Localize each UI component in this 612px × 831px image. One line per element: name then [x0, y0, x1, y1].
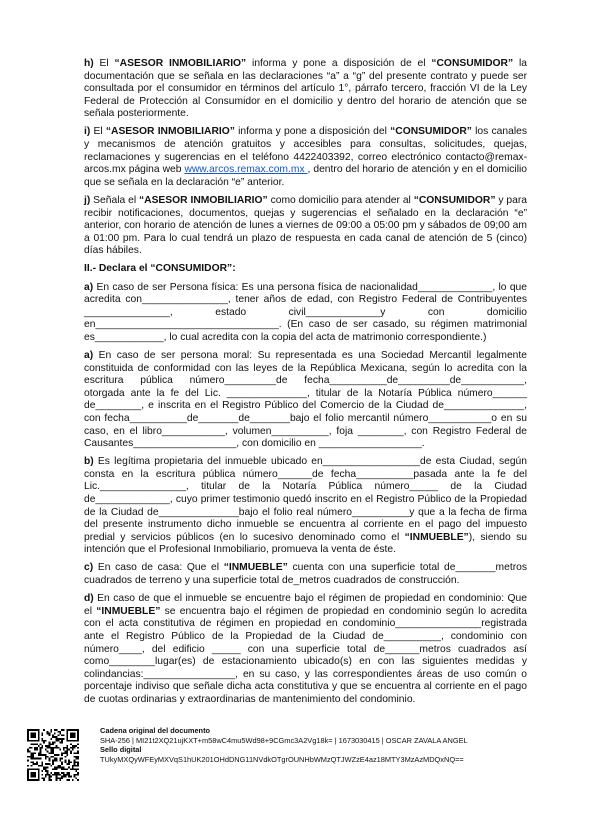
bold-text: “ASESOR INMOBILIARIO” [138, 194, 268, 206]
text: Señala el [90, 194, 139, 206]
bold-text: c) [84, 562, 94, 574]
bold-text: II.- Declara el “CONSUMIDOR”: [84, 263, 236, 275]
paragraph-d [84, 593, 527, 706]
spacer [0, 712, 612, 726]
paragraph-b [84, 456, 527, 557]
text: El [93, 58, 115, 69]
text: En caso de ser persona moral: Su representada es una Sociedad Mercantil legalmente constituida de conformidad con las leyes de la República Mexicana, según lo acredita con la escritura pública número_________de fecha__________de_________de___________, otorgada ante la fe del Lic. ______________, titular de la Notaría Pública número______ de________, e inscrita en el Registro Público del Comercio de la Ciudad de______________, con fecha__________de_______de_______bajo el folio mercantil número___________o en su caso, en el libro___________, volumen__________, foja ________, con Registro Federal de Causantes__________________, con domicilio en __________________. [84, 349, 527, 450]
bold-text: b) [84, 456, 94, 468]
text: En caso de ser Persona física: Es una persona física de nacionalidad_____________, lo que acredita con_______________, tener años de edad, con Registro Federal de Contribuyentes _______________, estado civil_____________y con domicilio en________________________________. (En caso de ser casado, su régimen matrimonial es____________, lo cual acredita con la copia del acta de matrimonio correspondiente.) [84, 281, 527, 343]
bold-text: a) [84, 281, 94, 293]
bold-text: h) [84, 58, 94, 69]
text: En caso de que el inmueble se encuentre bajo el régimen de propiedad en condominio: Que el [84, 593, 527, 617]
paragraph-h [84, 58, 527, 121]
signature-footer [100, 726, 600, 764]
bold-text: “ASESOR INMOBILIARIO” [105, 126, 235, 138]
bold-text: “CONSUMIDOR” [431, 58, 514, 69]
cadena-label: Cadena original del documento [100, 726, 211, 735]
text: informa y pone a disposición del [234, 126, 391, 138]
sello-label: Sello digital [100, 745, 142, 755]
document-body [84, 58, 527, 712]
text: El [90, 126, 106, 138]
bold-text: a) [84, 349, 94, 361]
paragraph-a-moral [84, 350, 527, 451]
bold-text: j) [84, 194, 91, 206]
text: cuenta con una superficie total de_______metros cuadrados de terreno y una superficie total de_metros cuadrados de construcción. [84, 562, 528, 587]
bold-text: “ASESOR INMOBILIARIO” [114, 58, 247, 69]
paragraph-i [84, 126, 527, 189]
bold-text: “INMUEBLE” [223, 562, 288, 574]
bold-text: “INMUEBLE” [96, 605, 161, 617]
text: los canales y mecanismos de atención gratuitos y accesibles para consultas, solicitudes, quejas, reclamaciones y sugerencias en el teléfono 4422403392, correo electrónico contacto@remax-arcos.mx página web [84, 126, 527, 176]
bold-text: “CONSUMIDOR” [413, 194, 496, 206]
bold-text: “INMUEBLE” [404, 531, 469, 543]
paragraph-c [84, 562, 527, 587]
text: la documentación que se señala en las declaraciones “a” a “g” del presente contrato y puede ser consultada por el consumidor en términos del artículo 1°, párrafo tercero, fracción VI de la Ley Federal de Protección al Consumidor en el domicilio y dentro del horario de atención que se señala posteriormente. [84, 58, 527, 120]
sello-value: TUkyMXQyWFEyMXVqS1hUK201OHdDNG11NVdkOTgrOUNHbWMzQTJWZzE4az18MTY3MzAzMDQxNQ== [100, 754, 464, 764]
paragraph-a-fisica [84, 282, 527, 345]
text: Es legítima propietaria del inmueble ubicado en_________________de esta Ciudad, según consta en la escritura pública número______de fecha__________pasada ante la fe del Lic._______________, titular de la Notaría Pública número_____ de la Ciudad de_____________, cuyo primer testimonio quedó inscrito en el Registro Público de la Propiedad de la Ciudad de______________bajo el folio real número__________y que a la fecha de firma del presente instrumento dicho inmueble se encuentra al corriente en el pago del impuesto predial y servicios públicos (en lo sucesivo denominado como el [84, 456, 527, 543]
text: informa y pone a disposición de el [246, 58, 432, 69]
paragraph-j [84, 195, 527, 258]
text: como domicilio para atender al [267, 194, 414, 206]
text: se encuentra bajo el régimen de propiedad en condominio según lo acredita con el acta constitutiva de régimen en propiedad en condominio_______________registrada ante el Registro Público de la Propiedad de la Ciudad de__________, condominio con número____, del edificio _____ con una superficie total de______metros cuadrados así como________lugar(es) de estacionamiento ubicado(s) en con las siguientes medidas y colindancias:________________, en su caso, y las correspondientes áreas de uso común o porcentaje indiviso que señale dicha acta constitutiva y que se encuentra al corriente en el pago de cuotas ordinarias y extraordinarias de mantenimiento del condominio. [84, 605, 527, 705]
bold-text: d) [84, 593, 94, 605]
footer-row [27, 726, 612, 784]
text: y para recibir notificaciones, documentos, quejas y sugerencias el señalado en la declaración “e” anterior, con horario de atención de lunes a viernes de 09:00 a 05:00 pm y sábados de 09;00 am a 01:00 pm. Para lo cual tendrá un plazo de respuesta en cada canal de atención de 5 (cinco) días hábiles. [84, 194, 528, 257]
cadena-value: SHA-256 | MI21t2XQ21ujKXT+m58wC4mu5Wd98+9CGmc3A2Vg18k= | 1673030415 | OSCAR ZAVALA ANGEL [100, 735, 468, 745]
bold-text: “CONSUMIDOR” [390, 126, 472, 138]
text: , dentro del horario de atención y en el domicilio que se señala en la declaración “e” anterior. [84, 164, 528, 188]
website-link[interactable]: www.arcos.remax.com.mx [184, 164, 308, 176]
paragraph-ii-heading [84, 263, 527, 276]
text: En caso de casa: Que el [93, 562, 224, 574]
bold-text: i) [84, 126, 91, 138]
qr-code-icon [27, 726, 79, 784]
text: ), siendo su intención que el Profesional Inmobiliario, promueva la venta de éste. [84, 531, 528, 556]
